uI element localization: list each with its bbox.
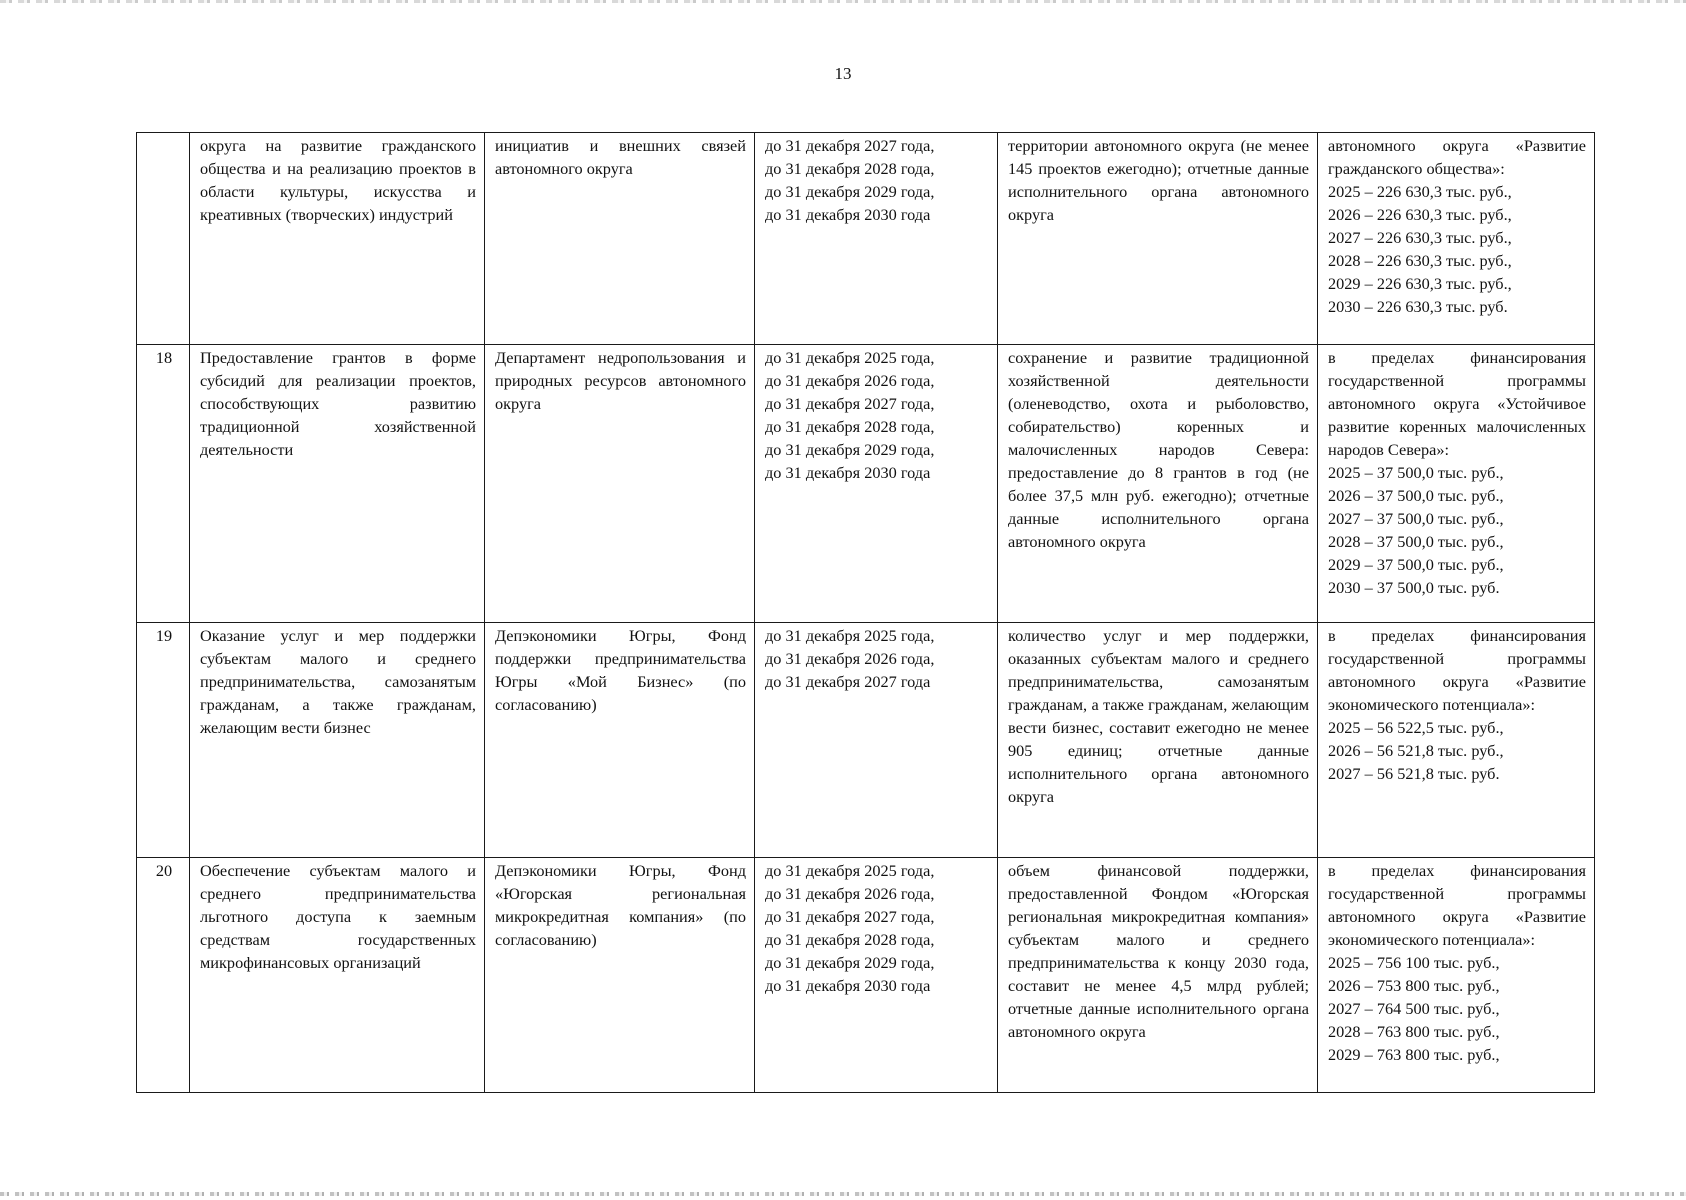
funding-year: 2030 – 226 630,3 тыс. руб. — [1328, 297, 1508, 316]
deadline-cell — [755, 133, 998, 345]
funding-year: 2028 – 763 800 тыс. руб., — [1328, 1022, 1500, 1041]
deadline-line: до 31 декабря 2029 года, — [765, 182, 935, 201]
deadline-line: до 31 декабря 2026 года, — [765, 649, 935, 668]
deadline-cell — [755, 858, 998, 1093]
funding-year: 2026 – 226 630,3 тыс. руб., — [1328, 205, 1512, 224]
scan-edge-top — [0, 0, 1686, 3]
measures-table — [136, 132, 1595, 1093]
funding-text: в пределах финансирования государственной программы автономного округа «Развитие экономического потенциала»: — [1328, 861, 1586, 949]
table-row — [137, 345, 1595, 623]
row-number: 20 — [137, 858, 190, 1093]
deadline-line: до 31 декабря 2026 года, — [765, 371, 935, 390]
row-number: 18 — [137, 345, 190, 623]
deadline-line: до 31 декабря 2025 года, — [765, 861, 935, 880]
funding-year: 2028 – 226 630,3 тыс. руб., — [1328, 251, 1512, 270]
funding-cell — [1318, 133, 1595, 345]
responsible-cell: Депэкономики Югры, Фонд «Югорская региональная микрокредитная компания» (по согласованию) — [485, 858, 755, 1093]
funding-year: 2029 – 226 630,3 тыс. руб., — [1328, 274, 1512, 293]
responsible-cell: инициатив и внешних связей автономного округа — [485, 133, 755, 345]
deadline-line: до 31 декабря 2027 года, — [765, 907, 935, 926]
deadline-line: до 31 декабря 2029 года, — [765, 953, 935, 972]
funding-year: 2029 – 763 800 тыс. руб., — [1328, 1045, 1500, 1064]
funding-cell — [1318, 858, 1595, 1093]
deadline-line: до 31 декабря 2026 года, — [765, 884, 935, 903]
deadline-line: до 31 декабря 2030 года — [765, 976, 931, 995]
funding-text: в пределах финансирования государственной программы автономного округа «Устойчивое развитие коренных малочисленных народов Севера»: — [1328, 348, 1586, 459]
funding-year: 2026 – 37 500,0 тыс. руб., — [1328, 486, 1504, 505]
responsible-cell: Депэкономики Югры, Фонд поддержки предпринимательства Югры «Мой Бизнес» (по согласованию) — [485, 623, 755, 858]
page-number: 13 — [834, 64, 852, 83]
funding-year: 2026 – 753 800 тыс. руб., — [1328, 976, 1500, 995]
funding-year: 2027 – 226 630,3 тыс. руб., — [1328, 228, 1512, 247]
deadline-line: до 31 декабря 2028 года, — [765, 417, 935, 436]
deadline-line: до 31 декабря 2027 года, — [765, 394, 935, 413]
funding-cell — [1318, 623, 1595, 858]
deadline-line: до 31 декабря 2030 года — [765, 463, 931, 482]
funding-year: 2025 – 56 522,5 тыс. руб., — [1328, 718, 1504, 737]
funding-year: 2025 – 37 500,0 тыс. руб., — [1328, 463, 1504, 482]
activity-cell: Предоставление грантов в форме субсидий для реализации проектов, способствующих развитию традиционной хозяйственной деятельности — [190, 345, 485, 623]
responsible-cell: Департамент недропользования и природных ресурсов автономного округа — [485, 345, 755, 623]
funding-year: 2026 – 56 521,8 тыс. руб., — [1328, 741, 1504, 760]
result-cell: количество услуг и мер поддержки, оказанных субъектам малого и среднего предпринимательства, самозанятым гражданам, а также гражданам, желающим вести бизнес, составит ежегодно не менее 905 единиц; отчетные данные исполнительного органа автономного округа — [998, 623, 1318, 858]
funding-cell — [1318, 345, 1595, 623]
deadline-cell — [755, 345, 998, 623]
deadline-line: до 31 декабря 2027 года, — [765, 136, 935, 155]
funding-year: 2029 – 37 500,0 тыс. руб., — [1328, 555, 1504, 574]
result-cell: сохранение и развитие традиционной хозяйственной деятельности (оленеводство, охота и рыболовство, собирательство) коренных и малочисленных народов Севера: предоставление до 8 грантов в год (не более 37,5 млн руб. ежегодно); отчетные данные исполнительного органа автономного округа — [998, 345, 1318, 623]
row-number: 19 — [137, 623, 190, 858]
funding-year: 2025 – 756 100 тыс. руб., — [1328, 953, 1500, 972]
funding-year: 2027 – 764 500 тыс. руб., — [1328, 999, 1500, 1018]
activity-cell: Обеспечение субъектам малого и среднего предпринимательства льготного доступа к заемным средствам государственных микрофинансовых организаций — [190, 858, 485, 1093]
table-row — [137, 858, 1595, 1093]
deadline-line: до 31 декабря 2028 года, — [765, 159, 935, 178]
activity-cell: округа на развитие гражданского общества и на реализацию проектов в области культуры, искусства и креативных (творческих) индустрий — [190, 133, 485, 345]
result-cell: территории автономного округа (не менее 145 проектов ежегодно); отчетные данные исполнительного органа автономного округа — [998, 133, 1318, 345]
deadline-line: до 31 декабря 2027 года — [765, 672, 931, 691]
deadline-line: до 31 декабря 2025 года, — [765, 348, 935, 367]
table-body — [137, 133, 1595, 1093]
table-row — [137, 623, 1595, 858]
scan-edge-bottom — [0, 1192, 1686, 1196]
deadline-line: до 31 декабря 2029 года, — [765, 440, 935, 459]
funding-year: 2028 – 37 500,0 тыс. руб., — [1328, 532, 1504, 551]
result-cell: объем финансовой поддержки, предоставленной Фондом «Югорская региональная микрокредитная компания» субъектам малого и среднего предпринимательства к концу 2030 года, составит не менее 4,5 млрд рублей; отчетные данные исполнительного органа автономного округа — [998, 858, 1318, 1093]
funding-year: 2027 – 37 500,0 тыс. руб., — [1328, 509, 1504, 528]
deadline-line: до 31 декабря 2028 года, — [765, 930, 935, 949]
deadline-cell — [755, 623, 998, 858]
deadline-line: до 31 декабря 2030 года — [765, 205, 931, 224]
funding-year: 2027 – 56 521,8 тыс. руб. — [1328, 764, 1500, 783]
funding-text: в пределах финансирования государственной программы автономного округа «Развитие экономического потенциала»: — [1328, 626, 1586, 714]
activity-cell: Оказание услуг и мер поддержки субъектам малого и среднего предпринимательства, самозанятым гражданам, а также гражданам, желающим вести бизнес — [190, 623, 485, 858]
funding-year: 2030 – 37 500,0 тыс. руб. — [1328, 578, 1500, 597]
deadline-line: до 31 декабря 2025 года, — [765, 626, 935, 645]
funding-year: 2025 – 226 630,3 тыс. руб., — [1328, 182, 1512, 201]
row-number — [137, 133, 190, 345]
funding-text: автономного округа «Развитие гражданского общества»: — [1328, 136, 1586, 178]
table-row — [137, 133, 1595, 345]
